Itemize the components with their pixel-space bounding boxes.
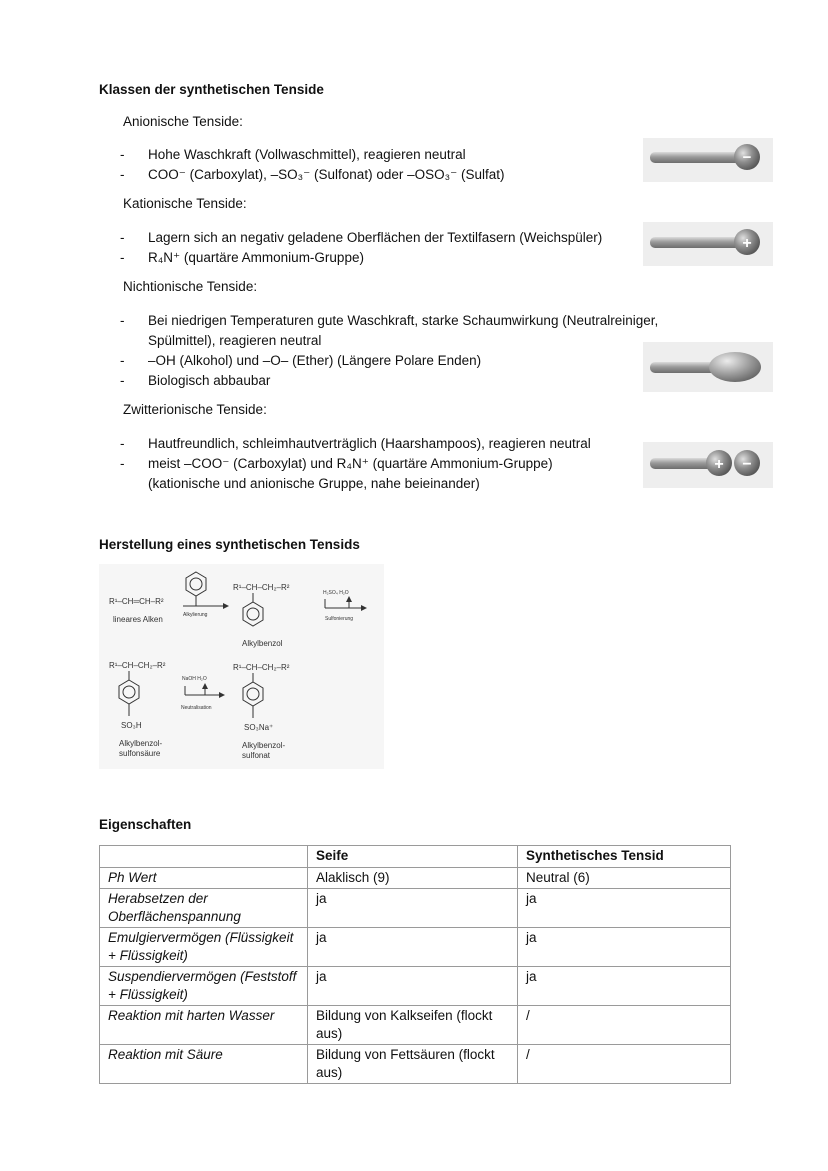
list-item-text: meist –COO⁻ (Carboxylat) und R₄N⁺ (quartäre Ammonium-Gruppe) xyxy=(148,456,553,471)
acid-group: SO₃H xyxy=(121,721,142,730)
row-label: Suspendiervermögen (Feststoff + Flüssigkeit) xyxy=(100,967,308,1006)
list-item-text: R₄N⁺ (quartäre Ammonium-Gruppe) xyxy=(148,250,364,265)
table-row xyxy=(100,1045,731,1084)
table-header-cell: Synthetisches Tensid xyxy=(518,846,731,868)
group-title-zwitterionic: Zwitterionische Tenside: xyxy=(123,402,267,417)
list-item-text-continued: (kationische und anionische Gruppe, nahe beieinander) xyxy=(148,476,480,491)
salt-name-line2: sulfonat xyxy=(242,751,271,760)
benzene-ring xyxy=(186,572,206,596)
group-title-anionic: Anionische Tenside: xyxy=(123,114,243,129)
table-header-row xyxy=(100,846,731,868)
neutralisation-reagents: NaOH H₂O xyxy=(182,676,207,682)
acid-chain: R¹–CH–CH₂–R² xyxy=(109,661,166,670)
reaction-label-sulfonation: Sulfonierung xyxy=(325,616,354,622)
anionic-tensid-illustration xyxy=(643,138,773,182)
acid-name-line1: Alkylbenzol- xyxy=(119,739,163,748)
salt-chain: R¹–CH–CH₂–R² xyxy=(233,663,290,672)
salt-name-line1: Alkylbenzol- xyxy=(242,741,286,750)
table-cell: ja xyxy=(308,967,518,1006)
table-cell: ja xyxy=(308,928,518,967)
table-header-cell: Seife xyxy=(308,846,518,868)
list-item-text: Bei niedrigen Temperaturen gute Waschkraft, starke Schaumwirkung (Neutralreiniger, xyxy=(148,313,659,328)
row-label: Ph Wert xyxy=(100,868,308,889)
table-cell: Alaklisch (9) xyxy=(308,868,518,889)
table-cell: / xyxy=(518,1006,731,1045)
charge-symbol: − xyxy=(742,456,752,473)
table-cell: Neutral (6) xyxy=(518,868,731,889)
group-title-cationic: Kationische Tenside: xyxy=(123,196,247,211)
table-row xyxy=(100,868,731,889)
charge-symbol: + xyxy=(714,456,724,473)
benzene-ring xyxy=(243,682,263,706)
row-label: Emulgiervermögen (Flüssigkeit + Flüssigkeit) xyxy=(100,928,308,967)
reaction-scheme xyxy=(99,564,384,769)
table-cell: Bildung von Kalkseifen (flockt aus) xyxy=(308,1006,518,1045)
list-item-text: Biologisch abbaubar xyxy=(148,373,271,388)
charge-symbol: − xyxy=(742,149,752,166)
row-label: Reaktion mit Säure xyxy=(100,1045,308,1084)
document-page: Klassen der synthetischen Tenside Anionische Tenside: - Hohe Waschkraft (Vollwaschmittel), reagieren neutral - COO⁻ (Carboxylat), –SO₃⁻ (Sulfonat) oder –OSO₃⁻ (Sulfat) Kationische Tenside: - Lagern sich an negativ geladene Oberflächen der Textilfasern (Weichspüler) - R₄N⁺ (quartäre Ammonium-Gruppe) Nichtionische Tenside: - Bei niedrigen Temperaturen gute Waschkraft, starke Schaumwirkung (Neutralreiniger, Spülmittel), reagieren neutral - –OH (Alkohol) und –O– (Ether) (Längere Polare Enden) - Biologisch abbaubar Zwitterionische Tenside: - Hautfreundlich, schleimhautverträglich (Haarshampoos), reagieren neutral - meist –COO⁻ (Carboxylat) und R₄N⁺ (quartäre Ammonium-Gruppe) (kationische und anionische Gruppe, nahe beieinander) − + + − Herstellung eines synthetischen Tensids R¹–CH═CH–R² lineares Alken Alkylierung R¹–CH–CH₂–R² Alkylbenzol H₂SO₄ H₂O Sulfonierung R¹–CH–CH₂–R² SO₃H Alkylbenzol- sulfonsäure NaOH H₂O Neutralisation R¹–CH–CH₂–R² SO₃Na⁺ Alkylbenzol- sulfonat Eigenschaften Seife Synthetisches Tensid Ph Wert Alaklisch (9) Neutral (6) Herabsetzen der Oberflächenspannung ja ja Emulgiervermögen (Flüssigkeit + Flüssigkeit) ja ja Suspendiervermögen (Feststoff + Flüssigkeit) ja ja Reaktion mit harten Wasser Bildung von Kalkseifen (flockt aus) / Reaktion mit Säure Bildung von Fettsäuren (flockt aus) / xyxy=(0,0,828,1171)
alkene-formula: R¹–CH═CH–R² xyxy=(109,597,164,606)
list-item-text: Lagern sich an negativ geladene Oberflächen der Textilfasern (Weichspüler) xyxy=(148,230,603,245)
table-header-cell xyxy=(100,846,308,868)
table-cell: ja xyxy=(518,967,731,1006)
table-cell: ja xyxy=(518,928,731,967)
list-item-text: –OH (Alkohol) und –O– (Ether) (Längere Polare Enden) xyxy=(148,353,482,368)
alkylbenzene-name: Alkylbenzol xyxy=(242,639,283,648)
alkylbenzene-chain: R¹–CH–CH₂–R² xyxy=(233,583,290,592)
reaction-label-alkylation: Alkylierung xyxy=(183,612,208,618)
benzene-ring xyxy=(119,680,139,704)
list-item-text-continued: Spülmittel), reagieren neutral xyxy=(148,333,322,348)
acid-name-line2: sulfonsäure xyxy=(119,749,161,758)
section-title-production: Herstellung eines synthetischen Tensids xyxy=(99,537,360,552)
charge-symbol: + xyxy=(742,235,752,252)
list-item-text: Hautfreundlich, schleimhautverträglich (Haarshampoos), reagieren neutral xyxy=(148,436,591,451)
alkene-name: lineares Alken xyxy=(113,615,163,624)
cationic-tensid-illustration xyxy=(643,222,773,266)
row-label: Herabsetzen der Oberflächenspannung xyxy=(100,889,308,928)
salt-group: SO₃Na⁺ xyxy=(244,723,274,732)
table-row xyxy=(100,1006,731,1045)
group-title-nonionic: Nichtionische Tenside: xyxy=(123,279,258,294)
properties-table xyxy=(99,845,731,1084)
table-cell: ja xyxy=(308,889,518,928)
reaction-label-neutralisation: Neutralisation xyxy=(181,705,212,711)
benzene-ring xyxy=(243,602,263,626)
table-row xyxy=(100,967,731,1006)
section-title-classes: Klassen der synthetischen Tenside xyxy=(99,82,324,97)
list-item-text: COO⁻ (Carboxylat), –SO₃⁻ (Sulfonat) oder –OSO₃⁻ (Sulfat) xyxy=(148,167,505,182)
table-cell: / xyxy=(518,1045,731,1084)
row-label: Reaktion mit harten Wasser xyxy=(100,1006,308,1045)
table-cell: Bildung von Fettsäuren (flockt aus) xyxy=(308,1045,518,1084)
table-row xyxy=(100,889,731,928)
nonionic-tensid-illustration xyxy=(643,342,773,392)
section-title-properties: Eigenschaften xyxy=(99,817,192,832)
table-row xyxy=(100,928,731,967)
table-cell: ja xyxy=(518,889,731,928)
zwitterionic-tensid-illustration xyxy=(643,442,773,488)
sulfonation-reagents: H₂SO₄ H₂O xyxy=(323,590,349,596)
list-item-text: Hohe Waschkraft (Vollwaschmittel), reagieren neutral xyxy=(148,147,466,162)
